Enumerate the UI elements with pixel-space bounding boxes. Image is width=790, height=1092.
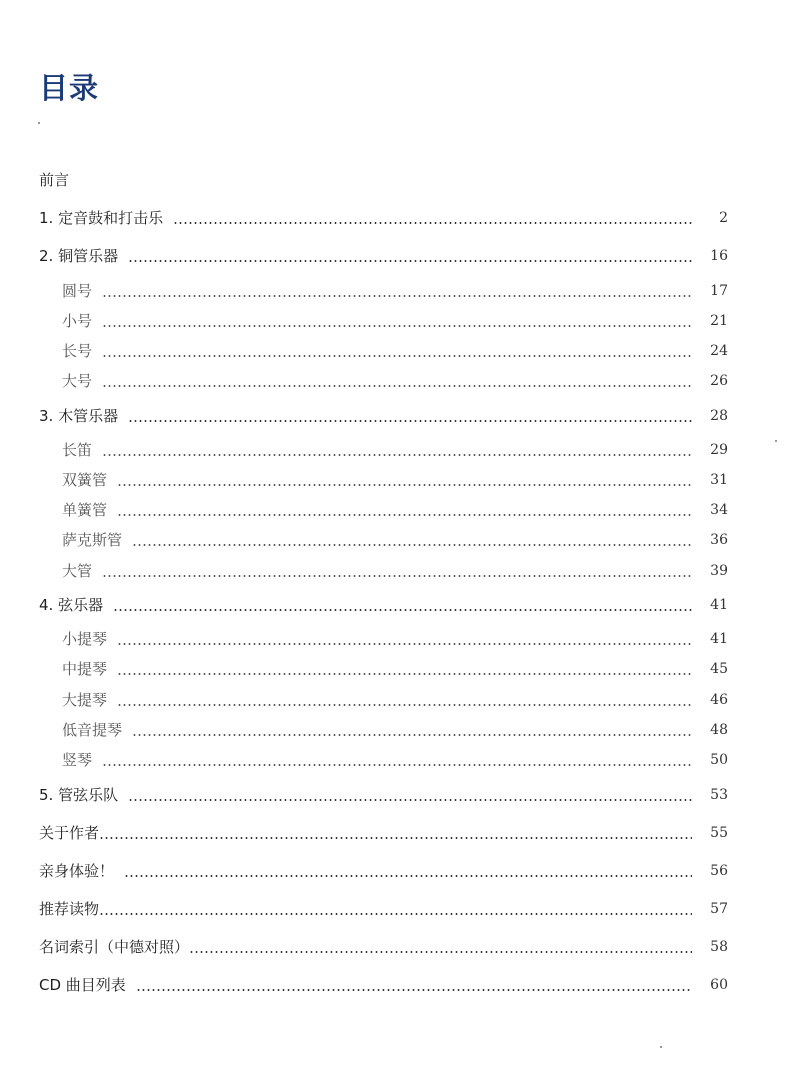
toc-entry-saxophone[interactable]: [0, 526, 790, 550]
toc-page-number: 56: [710, 863, 728, 879]
toc-entry-label: 萨克斯管: [62, 531, 123, 549]
toc-entry-chapter-5[interactable]: [0, 781, 790, 805]
toc-entry-label: 5. 管弦乐队: [39, 786, 119, 804]
margin-mark: [38, 122, 40, 124]
toc-page-number: 41: [710, 631, 728, 647]
toc-entry-label: 双簧管: [62, 471, 108, 489]
toc-entry-tuba[interactable]: [0, 367, 790, 391]
toc-entry-label: 名词索引（中德对照）: [39, 938, 190, 956]
dot-leader: [132, 544, 692, 546]
dot-leader: [128, 420, 692, 422]
toc-page-number: 46: [710, 692, 728, 708]
toc-entry-glossary-index[interactable]: [0, 933, 790, 957]
toc-entry-trumpet[interactable]: [0, 307, 790, 331]
toc-page-number: 41: [710, 597, 728, 613]
toc-page-number: 21: [710, 313, 728, 329]
toc-entry-double-bass[interactable]: [0, 716, 790, 740]
toc-entry-label: 3. 木管乐器: [39, 407, 119, 425]
dot-leader: [102, 385, 692, 387]
dot-leader: [102, 454, 692, 456]
toc-entry-chapter-1[interactable]: [0, 204, 790, 228]
toc-entry-chapter-2[interactable]: [0, 242, 790, 266]
toc-entry-label: 小提琴: [62, 630, 108, 648]
toc-page-number: 2: [719, 210, 728, 226]
dot-leader: [99, 913, 692, 915]
toc-entry-about-author[interactable]: [0, 819, 790, 843]
dot-leader: [117, 643, 692, 645]
toc-entry-label: 竖琴: [62, 751, 93, 769]
toc-entry-label: CD 曲目列表: [39, 976, 126, 994]
toc-entry-cd-tracklist[interactable]: [0, 971, 790, 995]
toc-entry-cello[interactable]: [0, 686, 790, 710]
toc-entry-hands-on[interactable]: [0, 857, 790, 881]
toc-page-number: 55: [710, 825, 728, 841]
toc-page-number: 57: [710, 901, 728, 917]
toc-entry-label: 低音提琴: [62, 721, 123, 739]
toc-entry-flute[interactable]: [0, 436, 790, 460]
toc-entry-oboe[interactable]: [0, 466, 790, 490]
toc-entry-label: 推荐读物: [39, 900, 100, 918]
dot-leader: [136, 989, 692, 991]
toc-page-number: 60: [710, 977, 728, 993]
toc-page-number: 28: [710, 408, 728, 424]
dot-leader: [117, 514, 692, 516]
dot-leader: [128, 260, 692, 262]
page-title: 目录: [39, 71, 100, 105]
dot-leader: [124, 875, 692, 877]
toc-page-number: 50: [710, 752, 728, 768]
toc-entry-chapter-3[interactable]: [0, 402, 790, 426]
dot-leader: [173, 222, 692, 224]
toc-entry-label: 前言: [39, 171, 70, 189]
toc-entry-label: 中提琴: [62, 660, 108, 678]
dot-leader: [117, 673, 692, 675]
toc-page-number: 48: [710, 722, 728, 738]
dot-leader: [102, 295, 692, 297]
toc-entry-bassoon[interactable]: [0, 557, 790, 581]
toc-page-number: 36: [710, 532, 728, 548]
toc-page-number: 34: [710, 502, 728, 518]
dot-leader: [102, 355, 692, 357]
toc-entry-label: 圆号: [62, 282, 93, 300]
toc-page-number: 26: [710, 373, 728, 389]
toc-entry-preface[interactable]: [0, 166, 790, 190]
toc-entry-label: 大号: [62, 372, 93, 390]
toc-entry-violin[interactable]: [0, 625, 790, 649]
toc-entry-harp[interactable]: [0, 746, 790, 770]
toc-entry-label: 亲身体验！: [39, 862, 115, 880]
toc-page-number: 45: [710, 661, 728, 677]
toc-page-number: 58: [710, 939, 728, 955]
dot-leader: [102, 325, 692, 327]
toc-entry-label: 单簧管: [62, 501, 108, 519]
dot-leader: [102, 764, 692, 766]
toc-page-number: 39: [710, 563, 728, 579]
toc-page-number: 53: [710, 787, 728, 803]
toc-page-number: 29: [710, 442, 728, 458]
toc-entry-horn[interactable]: [0, 277, 790, 301]
toc-entry-label: 小号: [62, 312, 93, 330]
toc-entry-label: 大管: [62, 562, 93, 580]
dot-leader: [189, 951, 692, 953]
toc-entry-label: 长号: [62, 342, 93, 360]
toc-entry-chapter-4[interactable]: [0, 591, 790, 615]
toc-page-number: 16: [710, 248, 728, 264]
toc-entry-recommended-reading[interactable]: [0, 895, 790, 919]
dot-leader: [117, 484, 692, 486]
toc-entry-viola[interactable]: [0, 655, 790, 679]
dot-leader: [132, 734, 692, 736]
toc-entry-label: 大提琴: [62, 691, 108, 709]
toc-entry-label: 1. 定音鼓和打击乐: [39, 209, 164, 227]
toc-entry-label: 长笛: [62, 441, 93, 459]
toc-entry-label: 2. 铜管乐器: [39, 247, 119, 265]
toc-entry-label: 4. 弦乐器: [39, 596, 104, 614]
toc-entry-trombone[interactable]: [0, 337, 790, 361]
toc-page-number: 31: [710, 472, 728, 488]
dot-leader: [117, 704, 692, 706]
toc-entry-label: 关于作者: [39, 824, 100, 842]
dot-leader: [102, 575, 692, 577]
toc-page-number: 24: [710, 343, 728, 359]
toc-page-number: 17: [710, 283, 728, 299]
toc-entry-clarinet[interactable]: [0, 496, 790, 520]
dot-leader: [128, 799, 692, 801]
dot-leader: [113, 609, 692, 611]
margin-mark: [660, 1046, 662, 1048]
dot-leader: [99, 837, 692, 839]
